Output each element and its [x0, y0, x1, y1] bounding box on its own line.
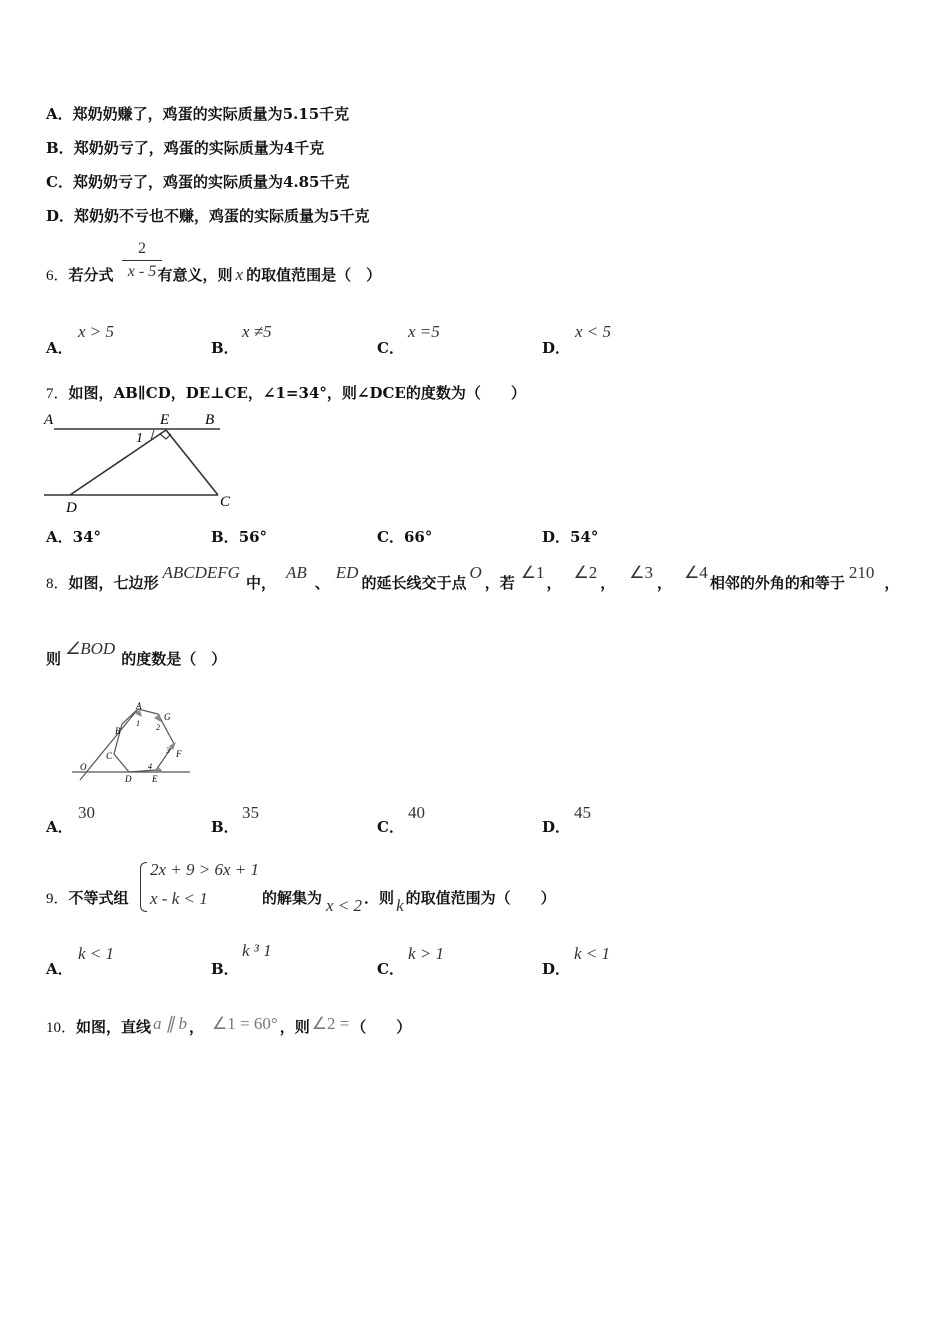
q8-label-2: 2 [156, 723, 160, 732]
q8-label-o: O [80, 762, 87, 772]
q8-label-f: F [176, 749, 182, 759]
q8-label-e: E [152, 774, 158, 784]
q8-option-d: D． [542, 818, 571, 836]
q7-segment-de [70, 430, 166, 495]
q8-figure [70, 700, 195, 788]
q6-fraction-denominator: x - 5 [127, 263, 157, 280]
q8-label-g: G [164, 712, 171, 722]
q6-option-a: A． [46, 339, 73, 357]
q8-option-c: C． [377, 818, 404, 836]
q9-option-c: C． [377, 960, 404, 978]
q8-stem-line2: 则∠BOD的度数是（ ） [46, 639, 227, 668]
q8-option-c-math: 40 [408, 803, 425, 822]
q6-stem: 6．若分式 有意义，则 x 的取值范围是（ ） [46, 265, 382, 284]
q9-option-d: D． [542, 960, 571, 978]
q8-label-b: B [115, 726, 121, 736]
q7-segment-ec [166, 430, 218, 495]
q8-stem-line1: 8．如图，七边形ABCDEFG中，AB、ED的延长线交于点O，若∠1，∠2，∠3，∠4相邻的外角的和等于210， [46, 563, 900, 592]
q8-label-1: 1 [136, 719, 140, 728]
q8-option-b-math: 35 [242, 803, 259, 822]
q6-fraction-bar [122, 260, 162, 261]
q9-system-brace [140, 862, 147, 912]
q6-fraction [122, 240, 162, 281]
q9-option-a-math: k < 1 [78, 944, 115, 963]
q7-option-b: B．56° [211, 528, 268, 546]
q6-option-d: D． [542, 339, 571, 357]
q7-label-1: 1 [136, 431, 143, 446]
q9-stem-start: 9．不等式组 [46, 889, 129, 907]
q9-option-d-math: k < 1 [574, 944, 611, 963]
q9-option-b: B． [211, 960, 239, 978]
q8-option-b: B． [211, 818, 239, 836]
q8-label-c: C [106, 751, 113, 761]
q5-option-b: B．郑奶奶亏了，鸡蛋的实际质量为4千克 [46, 139, 325, 157]
q7-label-c: C [220, 494, 231, 510]
q8-option-a: A． [46, 818, 73, 836]
q7-option-d: D．54° [542, 528, 599, 546]
q8-option-d-math: 45 [574, 803, 591, 822]
q7-stem: 7．如图，AB∥CD，DE⊥CE，∠1=34°，则∠DCE的度数为（ ） [46, 384, 526, 402]
q8-label-a: A [136, 701, 142, 711]
q7-label-e: E [160, 412, 170, 428]
q8-label-d: D [125, 774, 132, 784]
q6-fraction-numerator: 2 [138, 240, 146, 257]
q6-option-c: C． [377, 339, 404, 357]
q6-option-d-math: x < 5 [575, 322, 612, 341]
q9-system-line2: x - k < 1 [150, 889, 208, 908]
q9-option-a: A． [46, 960, 73, 978]
q8-angle-mark-4 [154, 768, 162, 772]
q9-option-b-math: k ³ 1 [242, 941, 272, 960]
q7-option-a: A．34° [46, 528, 102, 546]
q9-stem-end: 的解集为 x < 2 ．则 k 的取值范围为（ ） [262, 889, 556, 915]
q10-stem: 10．如图，直线 a ∥ b ， ∠1 = 60° ，则 ∠2 = （ ） [46, 1014, 412, 1036]
q6-option-b-math: x ≠5 [242, 322, 272, 341]
q5-option-d: D．郑奶奶不亏也不赚，鸡蛋的实际质量为5千克 [46, 207, 370, 225]
q5-option-c: C．郑奶奶亏了，鸡蛋的实际质量为4.85千克 [46, 173, 350, 191]
q7-label-b: B [205, 412, 215, 428]
q8-label-3: 3 [166, 746, 170, 755]
q8-option-a-math: 30 [78, 803, 95, 822]
q6-option-b: B． [211, 339, 239, 357]
q8-label-4: 4 [148, 762, 152, 771]
q9-system-line1: 2x + 9 > 6x + 1 [150, 860, 260, 879]
q7-label-a: A [44, 412, 54, 428]
q5-option-a: A．郑奶奶赚了，鸡蛋的实际质量为5.15千克 [46, 105, 350, 123]
q7-label-d: D [66, 500, 77, 514]
q8-angle-mark-2 [154, 714, 161, 722]
q7-figure [40, 408, 235, 514]
q6-option-c-math: x =5 [408, 322, 440, 341]
q6-option-a-math: x > 5 [78, 322, 115, 341]
q7-option-c: C．66° [377, 528, 433, 546]
q9-option-c-math: k > 1 [408, 944, 445, 963]
q8-line-ob [80, 709, 138, 780]
